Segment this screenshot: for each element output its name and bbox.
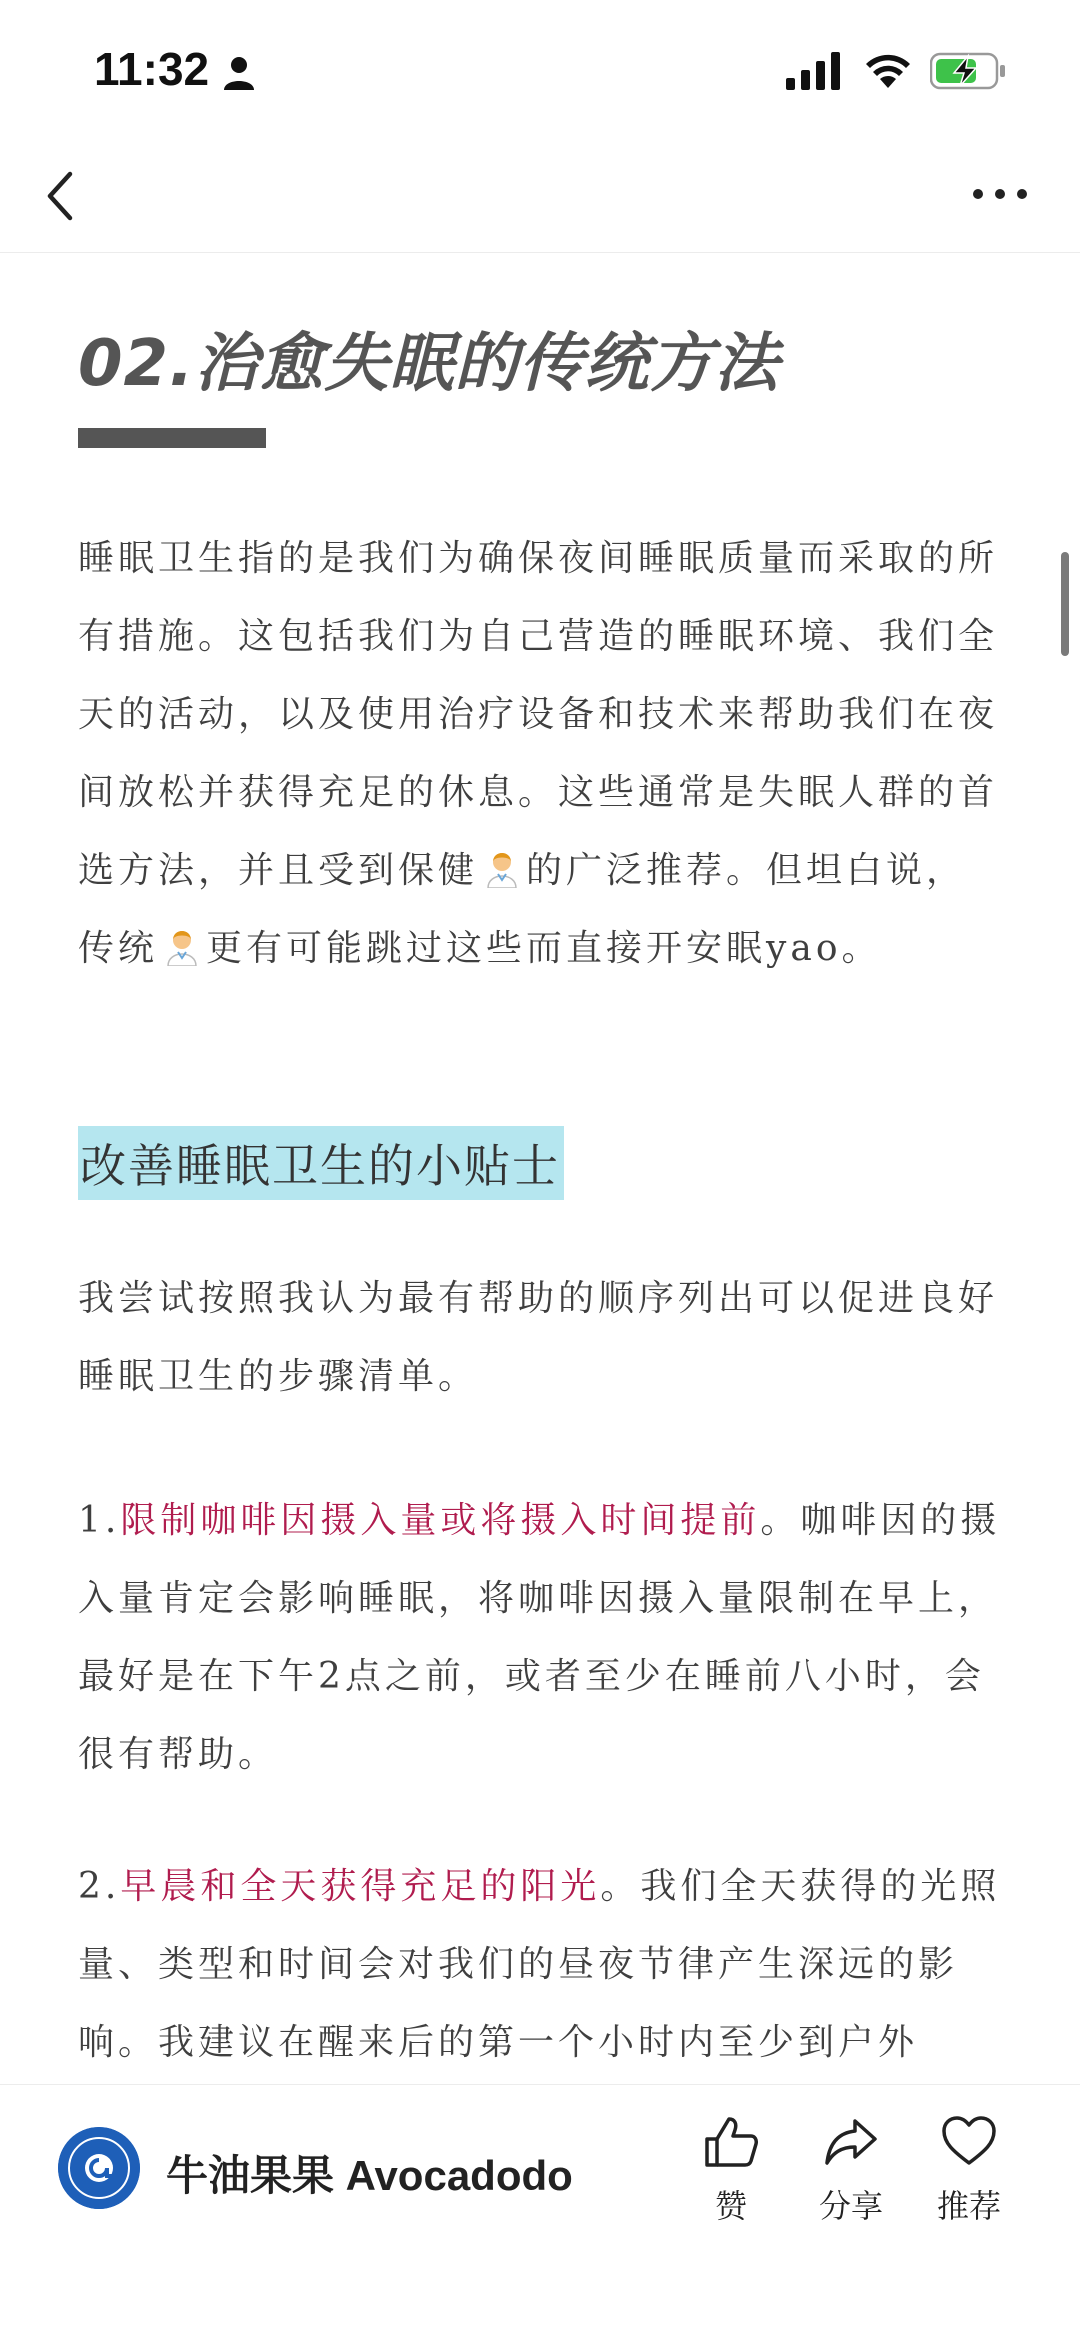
section-heading: 02.治愈失眠的传统方法 xyxy=(78,327,780,401)
tip-item-2 xyxy=(78,1848,1002,2082)
paragraph-intro: 睡眠卫生指的是我们为确保夜间睡眠质量而采取的所有措施。这包括我们为自己营造的睡眠环境、我们全天的活动，以及使用治疗设备和技术来帮助我们在夜间放松并获得充足的休息。这些通常是失眠人群的首选方法，并且受到保健 的广泛推荐。但坦白说，传统 更有可能跳过这些而直接开安眠yao。 xyxy=(78,538,999,969)
wifi-icon xyxy=(864,50,912,90)
like-label: 赞 xyxy=(714,2187,747,2225)
scrollbar-thumb[interactable] xyxy=(1061,552,1069,656)
paragraph-tips-intro: 我尝试按照我认为最有帮助的顺序列出可以促进良好睡眠卫生的步骤清单。 xyxy=(78,1278,999,1397)
tip-number: 1. xyxy=(78,1500,121,1541)
tip-number: 2. xyxy=(78,1866,121,1907)
battery-charging-icon xyxy=(930,52,1006,90)
thumbs-up-icon xyxy=(703,2115,759,2169)
like-button[interactable] xyxy=(676,2115,786,2227)
tip-body: 。我们全天获得的光照量、类型和时间会对我们的昼夜节律产生深远的影响。我建议在醒来后的第一个小时内至少到户外 xyxy=(78,1866,1001,2063)
tip-highlight: 限制咖啡因摄入量或将摄入时间提前 xyxy=(120,1500,761,1541)
person-icon xyxy=(222,56,256,90)
recommend-button[interactable] xyxy=(914,2115,1024,2227)
nav-bar xyxy=(0,140,1080,253)
bottom-bar xyxy=(0,2084,1080,2338)
recommend-label: 推荐 xyxy=(936,2187,1001,2225)
article-content xyxy=(78,252,1002,2082)
share-label: 分享 xyxy=(818,2187,883,2225)
share-arrow-icon xyxy=(823,2115,879,2169)
avatar[interactable] xyxy=(58,2127,140,2209)
chevron-left-icon[interactable] xyxy=(40,166,80,226)
more-horizontal-icon[interactable] xyxy=(972,182,1028,206)
status-bar xyxy=(0,0,1080,140)
heart-icon xyxy=(941,2115,997,2169)
account-name[interactable]: 牛油果果 Avocadodo xyxy=(166,2152,573,2199)
health-worker-emoji-icon xyxy=(162,926,202,966)
tip-item-1 xyxy=(78,1482,1002,1794)
signal-icon xyxy=(786,52,842,90)
tips-subheading: 改善睡眠卫生的小贴士 xyxy=(78,1126,564,1200)
tip-body: 。咖啡因的摄入量肯定会影响睡眠，将咖啡因摄入量限制在早上，最好是在下午2点之前，或者至少在睡前八小时，会很有帮助。 xyxy=(78,1500,1001,1775)
tip-highlight: 早晨和全天获得充足的阳光 xyxy=(120,1866,601,1907)
status-time: 11:32 xyxy=(94,43,210,95)
share-button[interactable] xyxy=(796,2115,906,2227)
health-worker-emoji-icon xyxy=(482,848,522,888)
heading-underline xyxy=(78,428,266,448)
